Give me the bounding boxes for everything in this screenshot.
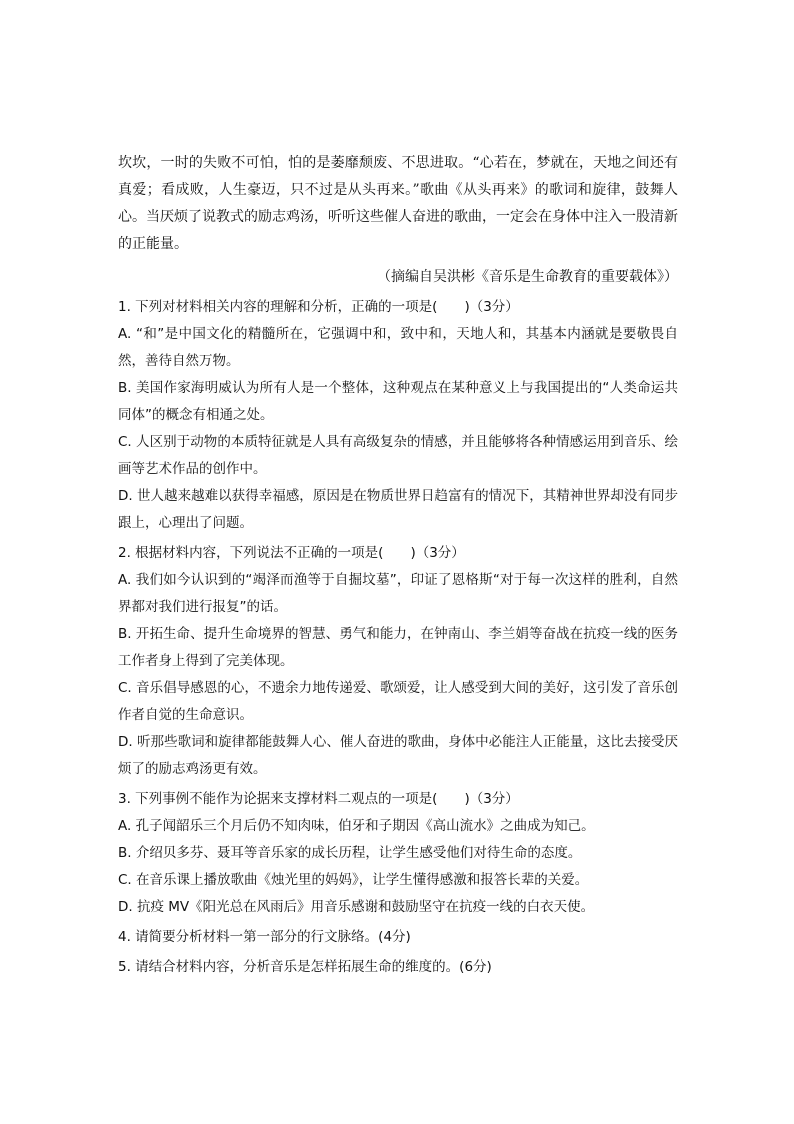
option-b: B. 介绍贝多芬、聂耳等音乐家的成长历程，让学生感受他们对待生命的态度。 (118, 845, 582, 861)
passage (118, 150, 678, 258)
option-b: B. 美国作家海明威认为所有人是一个整体，这种观点在某种意义上与我国提出的“人类命运共同体”的概念有相通之处。 (118, 380, 678, 423)
option-c: C. 音乐倡导感恩的心，不遗余力地传递爱、歌颂爱，让人感受到大间的美好，这引发了音乐创作者自觉的生命意识。 (118, 680, 678, 723)
question-3 (118, 786, 678, 921)
question-5 (118, 954, 678, 981)
option-d: D. 抗疫 MV《阳光总在风雨后》用音乐感谢和鼓励坚守在抗疫一线的白衣天使。 (118, 899, 595, 915)
source-citation: （摘编自吴洪彬《音乐是生命教育的重要载体》） (377, 269, 678, 285)
question-stem: 5. 请结合材料内容，分析音乐是怎样拓展生命的维度的。(6分) (118, 959, 492, 975)
question-stem: 4. 请简要分析材料一第一部分的行文脉络。(4分) (118, 929, 411, 945)
question-stem: 1. 下列对材料相关内容的理解和分析，正确的一项是( )（3分） (118, 299, 519, 315)
option-c: C. 人区别于动物的本质特征就是人具有高级复杂的情感，并且能够将各种情感运用到音乐、绘画等艺术作品的创作中。 (118, 434, 678, 477)
passage-paragraph: 坎坎，一时的失败不可怕，怕的是萎靡颓废、不思进取。“心若在，梦就在，天地之间还有真爱；看成败，人生豪迈，只不过是从头再来。”歌曲《从头再来》的歌词和旋律，鼓舞人心。当厌烦了说教式的励志鸡汤，听听这些催人奋进的歌曲，一定会在身体中注入一股清新的正能量。 (118, 155, 678, 252)
question-stem: 2. 根据材料内容，下列说法不正确的一项是( )（3分） (118, 545, 465, 561)
question-stem: 3. 下列事例不能作为论据来支撑材料二观点的一项是( )（3分） (118, 791, 519, 807)
question-1 (118, 294, 678, 537)
question-4 (118, 924, 678, 951)
option-a: A. 孔子闻韶乐三个月后仍不知肉味，伯牙和子期因《高山流水》之曲成为知己。 (118, 818, 595, 834)
question-2 (118, 540, 678, 783)
document-page (118, 150, 678, 981)
option-c: C. 在音乐课上播放歌曲《烛光里的妈妈》，让学生懂得感激和报答长辈的关爱。 (118, 872, 589, 888)
option-b: B. 开拓生命、提升生命境界的智慧、勇气和能力，在钟南山、李兰娟等奋战在抗疫一线的医务工作者身上得到了完美体现。 (118, 626, 678, 669)
option-a: A. “和”是中国文化的精髓所在，它强调中和，致中和，天地人和，其基本内涵就是要敬畏自然，善待自然万物。 (118, 326, 678, 369)
option-a: A. 我们如今认识到的“竭泽而渔等于自掘坟墓”，印证了恩格斯“对于每一次这样的胜利，自然界都对我们进行报复”的话。 (118, 572, 678, 615)
option-d: D. 世人越来越难以获得幸福感，原因是在物质世界日趋富有的情况下，其精神世界却没有同步跟上，心理出了问题。 (118, 488, 678, 531)
option-d: D. 听那些歌词和旋律都能鼓舞人心、催人奋进的歌曲，身体中必能注人正能量，这比去接受厌烦了的励志鸡汤更有效。 (118, 734, 678, 777)
